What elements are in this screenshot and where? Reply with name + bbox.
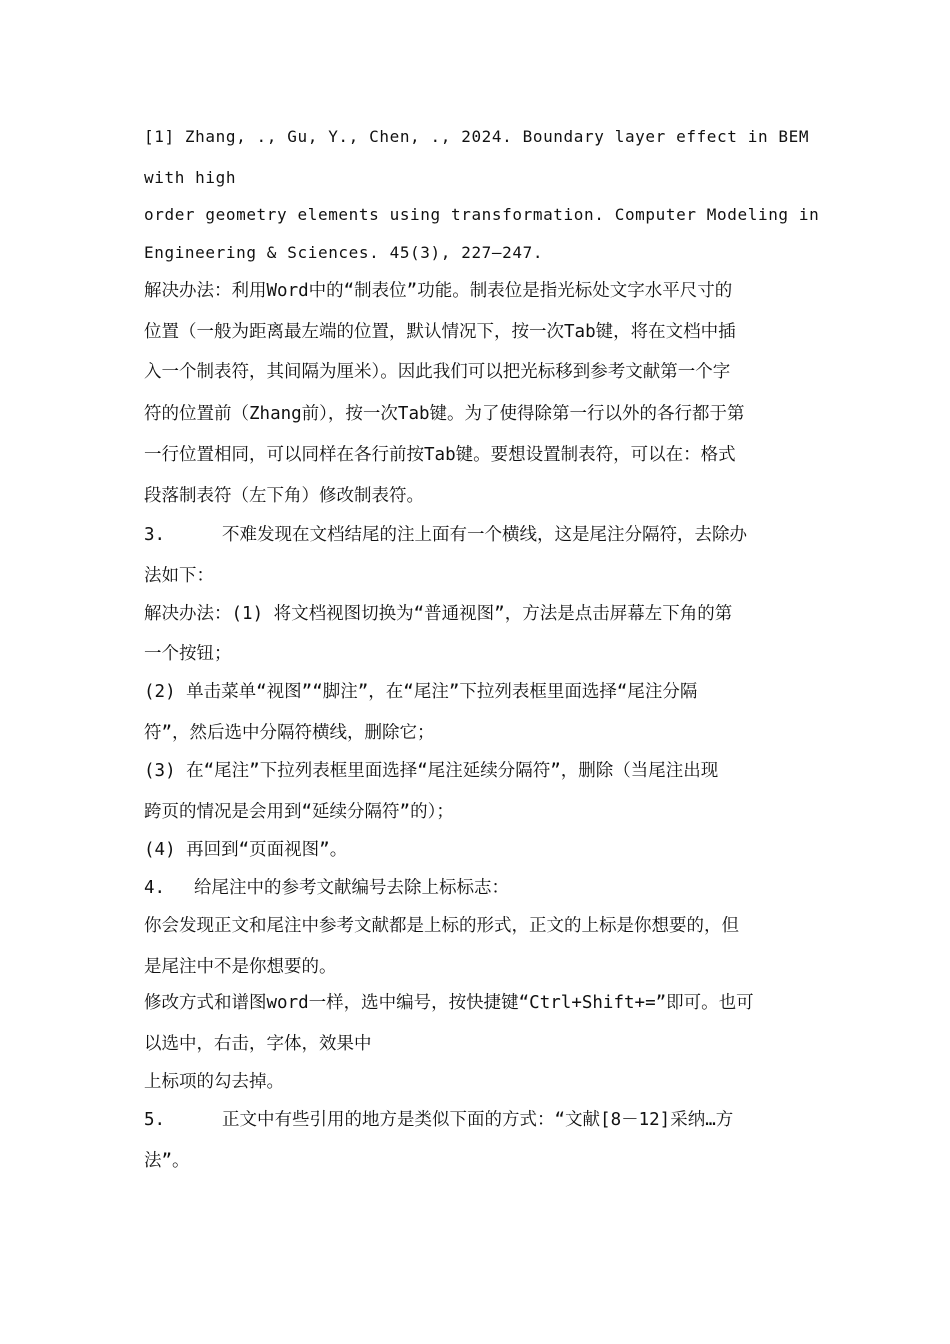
paragraph-line: 你会发现正文和尾注中参考文献都是上标的形式，正文的上标是你想要的，但 [144, 916, 739, 936]
paragraph-line: 是尾注中不是你想要的。 [144, 957, 337, 977]
numbered-item-4 [144, 877, 509, 899]
paragraph-line: 法如下： [144, 566, 214, 586]
reference-line-3: order geometry elements using transformation. Computer Modeling in [144, 205, 820, 224]
paragraph-line: 段落制表符（左下角）修改制表符。 [144, 486, 424, 506]
item-number: 3. [144, 525, 166, 545]
reference-line-2: with high [144, 168, 237, 187]
paragraph-line: 一个按钮； [144, 644, 232, 664]
paragraph-line: 符”，然后选中分隔符横线，删除它； [144, 723, 435, 743]
paragraph-line: 解决办法：(1) 将文档视图切换为“普通视图”，方法是点击屏幕左下角的第 [144, 604, 733, 624]
reference-line-1: [1] Zhang, ., Gu, Y., Chen, ., 2024. Boundary layer effect in BEM [144, 127, 810, 146]
paragraph-line: 修改方式和谱图word一样，选中编号，按快捷键“Ctrl+Shift+=”即可。也可 [144, 993, 754, 1013]
item-text: 给尾注中的参考文献编号去除上标标志： [194, 878, 509, 898]
paragraph-line: 一行位置相同，可以同样在各行前按Tab键。要想设置制表符，可以在：格式 [144, 445, 736, 465]
paragraph-line: (2) 单击菜单“视图”“脚注”，在“尾注”下拉列表框里面选择“尾注分隔 [144, 682, 698, 702]
paragraph-line: 解决办法：利用Word中的“制表位”功能。制表位是指光标处文字水平尺寸的 [144, 281, 733, 301]
paragraph-line: 上标项的勾去掉。 [144, 1072, 284, 1092]
reference-line-4: Engineering & Sciences. 45(3), 227–247. [144, 243, 544, 262]
paragraph-line: 符的位置前（Zhang前），按一次Tab键。为了使得除第一行以外的各行都于第 [144, 404, 745, 424]
item-text: 不难发现在文档结尾的注上面有一个横线，这是尾注分隔符，去除办 [222, 525, 747, 545]
paragraph-line: 位置（一般为距离最左端的位置，默认情况下，按一次Tab键，将在文档中插 [144, 322, 736, 342]
paragraph-line: (4) 再回到“页面视图”。 [144, 840, 348, 860]
paragraph-line: (3) 在“尾注”下拉列表框里面选择“尾注延续分隔符”，删除（当尾注出现 [144, 761, 719, 781]
paragraph-line: 法”。 [144, 1151, 190, 1171]
numbered-item-3 [144, 524, 747, 546]
item-number: 5. [144, 1110, 166, 1130]
numbered-item-5 [144, 1109, 733, 1131]
item-text: 正文中有些引用的地方是类似下面的方式：“文献[8－12]采纳…方 [222, 1110, 734, 1130]
paragraph-line: 以选中，右击，字体，效果中 [144, 1034, 372, 1054]
paragraph-line: 跨页的情况是会用到“延续分隔符”的）； [144, 802, 454, 822]
item-number: 4. [144, 878, 166, 898]
paragraph-line: 入一个制表符，其间隔为厘米）。因此我们可以把光标移到参考文献第一个字 [144, 362, 731, 382]
